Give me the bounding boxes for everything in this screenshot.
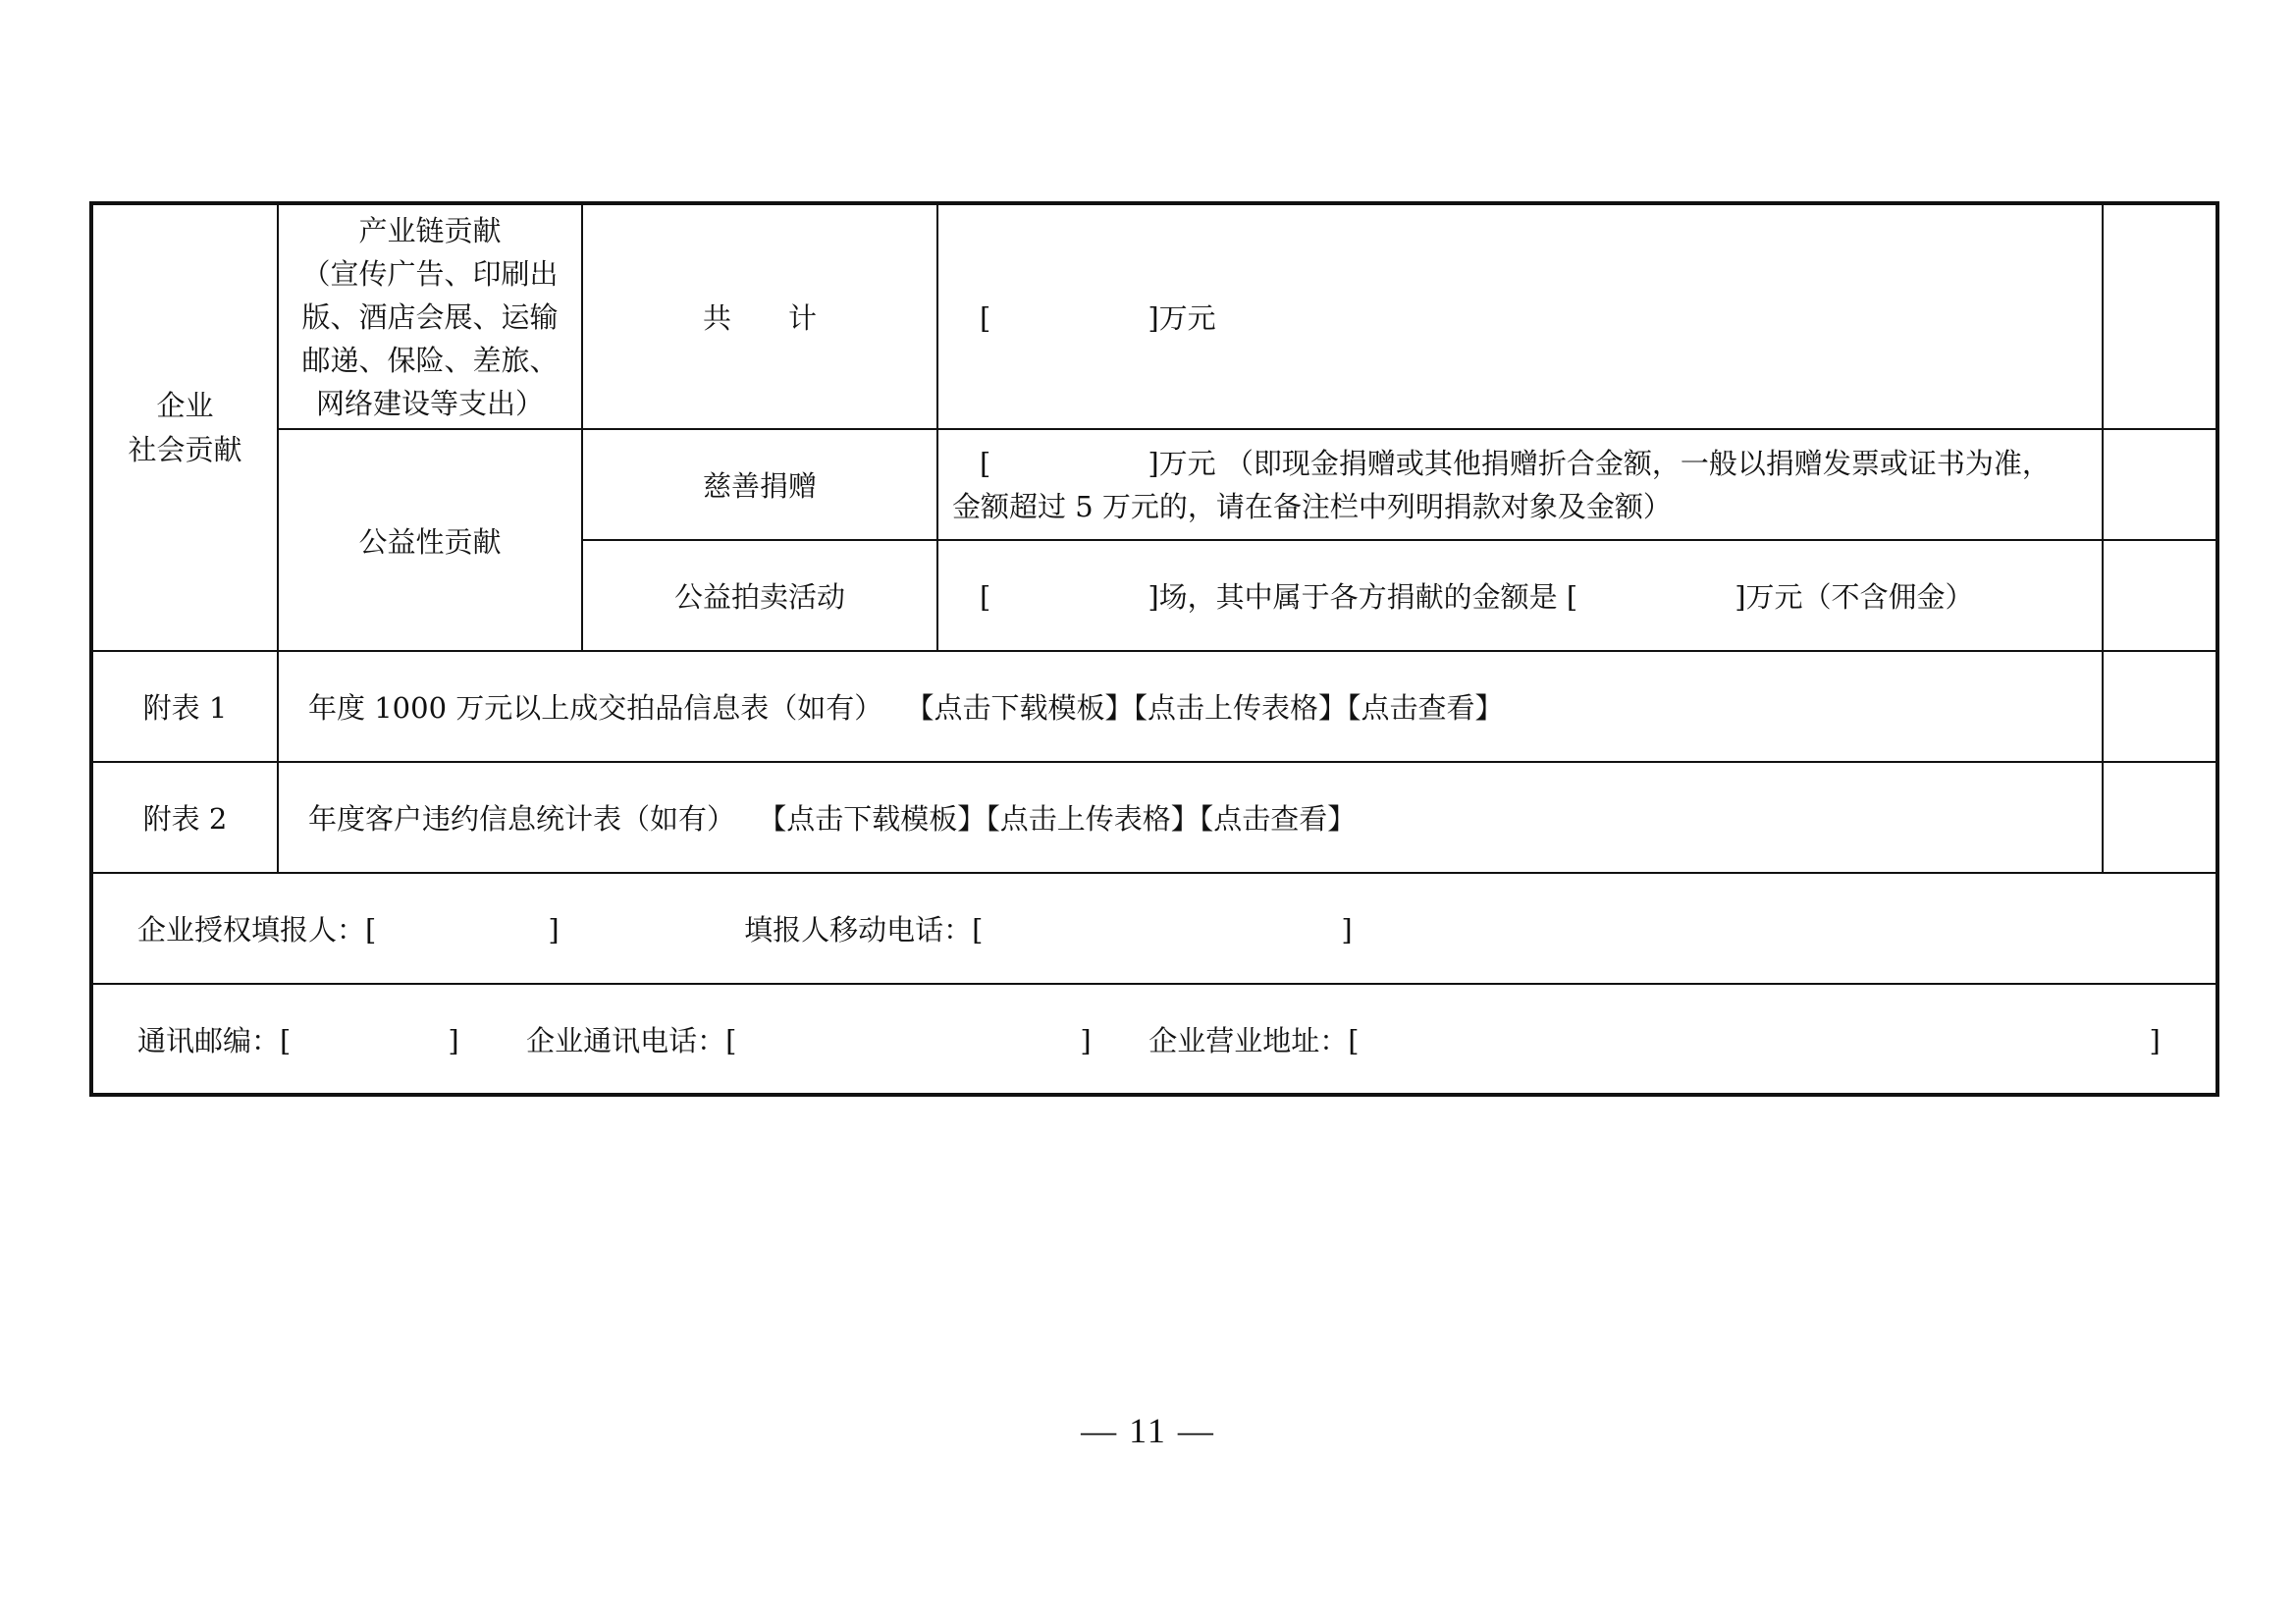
reporter-row <box>91 873 2217 984</box>
appendix1-description: 年度 1000 万元以上成交拍品信息表（如有） <box>308 691 883 725</box>
donation-row <box>91 429 2217 540</box>
company-phone-label: 企业通讯电话：[ <box>526 1023 737 1057</box>
appendix2-description: 年度客户违约信息统计表（如有） <box>308 802 736 836</box>
donation-value-cell <box>937 429 2103 540</box>
appendix1-content <box>278 651 2103 762</box>
industry-chain-label-line4: 邮递、保险、差旅、 <box>301 343 559 377</box>
donation-label-text: 慈善捐赠 <box>702 469 817 503</box>
appendix1-row <box>91 651 2217 762</box>
donation-note-line1: （即现金捐赠或其他捐赠折合金额，一般以捐赠发票或证书为准， <box>1224 446 2051 480</box>
reporter-cell <box>91 873 2217 984</box>
remarks-cell[interactable] <box>2103 540 2217 651</box>
charity-auction-label-text: 公益拍卖活动 <box>673 580 845 614</box>
appendix2-row <box>91 762 2217 873</box>
reporter-label: 企业授权填报人：[ <box>137 913 377 947</box>
industry-chain-label-line1: 产业链贡献 <box>358 213 502 247</box>
industry-chain-label-line3: 版、酒店会展、运输 <box>301 299 559 334</box>
industry-chain-label <box>278 203 582 429</box>
postcode-close-bracket: ] <box>448 1023 459 1057</box>
total-amount-input[interactable] <box>990 305 1148 335</box>
remarks-cell[interactable] <box>2103 651 2217 762</box>
industry-chain-total-value-cell <box>937 203 2103 429</box>
appendix2-label-text: 附表 2 <box>142 802 228 836</box>
section-label-line1: 企业 <box>156 388 214 422</box>
contact-cell <box>91 984 2217 1095</box>
company-phone-close-bracket: ] <box>1080 1023 1092 1057</box>
postcode-input[interactable] <box>291 1028 448 1057</box>
donation-note-line2: 金额超过 5 万元的，请在备注栏中列明捐款对象及金额） <box>952 489 1672 523</box>
enterprise-contribution-form <box>89 201 2219 1097</box>
public-welfare-label-text: 公益性贡献 <box>358 524 502 559</box>
remarks-cell[interactable] <box>2103 203 2217 429</box>
charity-auction-label <box>582 540 937 651</box>
charity-auction-value-cell <box>937 540 2103 651</box>
appendix1-view-link[interactable]: 【点击查看】 <box>1347 691 1504 725</box>
auction-open-bracket: [ <box>980 580 991 614</box>
postcode-label: 通讯邮编：[ <box>137 1023 292 1057</box>
social-contribution-section-label <box>91 203 278 651</box>
total-open-bracket: [ <box>980 301 991 335</box>
donation-open-bracket: [ <box>980 446 991 480</box>
donation-unit: ]万元 <box>1148 446 1216 480</box>
total-unit: ]万元 <box>1148 301 1216 335</box>
mobile-label: 填报人移动电话：[ <box>744 913 984 947</box>
auction-text-1: ]场，其中属于各方捐献的金额是 [ <box>1148 580 1578 614</box>
total-label: 共 计 <box>702 301 817 335</box>
donation-label <box>582 429 937 540</box>
appendix1-label-text: 附表 1 <box>142 691 228 725</box>
public-welfare-label <box>278 429 582 651</box>
auction-text-2: ]万元（不含佣金） <box>1735 580 1974 614</box>
remarks-cell[interactable] <box>2103 429 2217 540</box>
contact-row <box>91 984 2217 1095</box>
page-number: — 11 — <box>1081 1411 1215 1450</box>
remarks-cell[interactable] <box>2103 762 2217 873</box>
industry-chain-total-label <box>582 203 937 429</box>
industry-chain-label-line2: （宣传广告、印刷出 <box>301 256 559 291</box>
business-address-input[interactable] <box>1360 1028 2150 1057</box>
mobile-close-bracket: ] <box>1341 913 1353 947</box>
auction-amount-input[interactable] <box>1577 584 1735 614</box>
mobile-input[interactable] <box>983 917 1341 947</box>
appendix2-content <box>278 762 2103 873</box>
business-address-label: 企业营业地址：[ <box>1148 1023 1360 1057</box>
auction-count-input[interactable] <box>990 584 1148 614</box>
appendix2-upload-link[interactable]: 【点击上传表格】 <box>986 802 1200 836</box>
appendix1-label <box>91 651 278 762</box>
donation-amount-input[interactable] <box>990 451 1148 480</box>
appendix1-download-template-link[interactable]: 【点击下载模板】 <box>905 691 1134 725</box>
appendix2-label <box>91 762 278 873</box>
appendix2-download-template-link[interactable]: 【点击下载模板】 <box>758 802 987 836</box>
industry-chain-label-line5: 网络建设等支出） <box>315 386 544 420</box>
section-label-line2: 社会贡献 <box>128 432 242 466</box>
appendix2-view-link[interactable]: 【点击查看】 <box>1199 802 1357 836</box>
company-phone-input[interactable] <box>736 1028 1080 1057</box>
reporter-input[interactable] <box>376 917 548 947</box>
industry-chain-row <box>91 203 2217 429</box>
business-address-close-bracket: ] <box>2149 1023 2161 1057</box>
appendix1-upload-link[interactable]: 【点击上传表格】 <box>1133 691 1347 725</box>
reporter-close-bracket: ] <box>548 913 560 947</box>
